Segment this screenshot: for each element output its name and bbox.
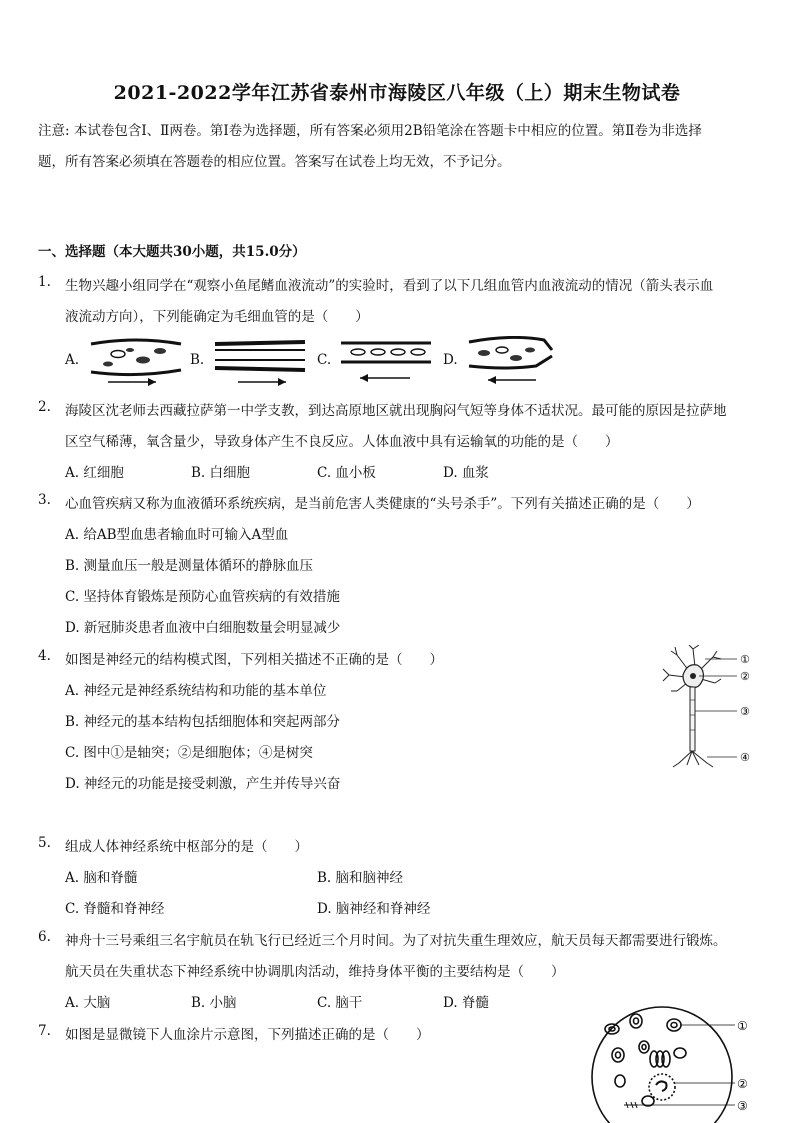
q2-option-b: B. 白细胞 — [191, 465, 251, 481]
q3-option-b: B. 测量血压一般是测量体循环的静脉血压 — [65, 558, 314, 574]
q3-stem-line1: 心血管疾病又称为血液循环系统疾病，是当前危害人类健康的“头号杀手”。下列有关描述正确的是（ ） — [65, 496, 700, 512]
neuron-label-2: ② — [740, 670, 750, 683]
q2-number: 2. — [38, 399, 51, 415]
q1-option-d-label: D. — [443, 352, 458, 368]
q3-option-a: A. 给AB型血患者输血时可输入A型血 — [65, 527, 289, 543]
paper-title: 2021-2022学年江苏省泰州市海陵区八年级（上）期末生物试卷 — [113, 82, 681, 104]
q4-number: 4. — [38, 648, 51, 664]
q1-option-c-label: C. — [317, 352, 332, 368]
q1-option-b-label: B. — [190, 352, 205, 368]
q4-stem-line1: 如图是神经元的结构模式图，下列相关描述不正确的是（ ） — [65, 652, 443, 668]
q6-option-a: A. 大脑 — [65, 995, 111, 1011]
instructions-note — [38, 116, 760, 178]
q6-option-c: C. 脑干 — [317, 995, 363, 1011]
q1-vessel-d-figure — [466, 336, 556, 386]
q7-number: 7. — [38, 1023, 51, 1039]
q5-option-d: D. 脑神经和脊神经 — [317, 901, 431, 917]
q4-option-d: D. 神经元的功能是接受刺激，产生并传导兴奋 — [65, 776, 341, 792]
q1-stem-line1: 生物兴趣小组同学在“观察小鱼尾鳍血液流动”的实验时，看到了以下几组血管内血液流动的情况（箭头表示血 — [65, 278, 714, 294]
smear-label-1: ① — [737, 1019, 748, 1033]
q5-option-b: B. 脑和脑神经 — [317, 870, 404, 886]
q1-vessel-b-figure — [212, 338, 308, 386]
q2-option-c: C. 血小板 — [317, 465, 376, 481]
q4-option-c: C. 图中①是轴突；②是细胞体；④是树突 — [65, 745, 313, 761]
q3-number: 3. — [38, 492, 51, 508]
note-line-2: 题，所有答案必须填在答题卷的相应位置。答案写在试卷上均无效，不予记分。 — [38, 154, 511, 170]
neuron-label-3: ③ — [740, 705, 750, 718]
note-line-1: 注意: 本试卷包含Ⅰ、Ⅱ两卷。第Ⅰ卷为选择题，所有答案必须用2B铅笔涂在答题卡中相应的位置。第Ⅱ卷为非选择 — [38, 123, 702, 139]
q6-number: 6. — [38, 929, 51, 945]
smear-label-3: ③ — [737, 1099, 748, 1113]
q2-option-d: D. 血浆 — [443, 465, 489, 481]
q1-vessel-c-figure — [338, 338, 434, 386]
q7-stem-line1: 如图是显微镜下人血涂片示意图，下列描述正确的是（ ） — [65, 1027, 430, 1043]
q2-stem-line1: 海陵区沈老师去西藏拉萨第一中学支教，到达高原地区就出现胸闷气短等身体不适状况。最可能的原因是拉萨地 — [65, 403, 727, 419]
q2-option-a: A. 红细胞 — [65, 465, 124, 481]
blood-smear-figure — [590, 1005, 760, 1123]
q4-option-b: B. 神经元的基本结构包括细胞体和突起两部分 — [65, 714, 341, 730]
q1-option-a-label: A. — [65, 352, 80, 368]
q1-number: 1. — [38, 274, 51, 290]
q4-option-a: A. 神经元是神经系统结构和功能的基本单位 — [65, 683, 327, 699]
q1-vessel-a-figure — [88, 338, 184, 386]
q6-option-b: B. 小脑 — [191, 995, 237, 1011]
neuron-label-4: ④ — [740, 751, 750, 764]
q6-stem-line1: 神舟十三号乘组三名宇航员在轨飞行已经近三个月时间。为了对抗失重生理效应，航天员每天都需要进行锻炼。 — [65, 933, 727, 949]
q5-number: 5. — [38, 835, 51, 851]
q5-stem-line1: 组成人体神经系统中枢部分的是（ ） — [65, 839, 308, 855]
q1-stem-line2: 液流动方向），下列能确定为毛细血管的是（ ） — [65, 309, 369, 325]
q6-stem-line2: 航天员在失重状态下神经系统中协调肌肉活动，维持身体平衡的主要结构是（ ） — [65, 964, 565, 980]
q2-stem-line2: 区空气稀薄，氧含量少，导致身体产生不良反应。人体血液中具有运输氧的功能的是（ ） — [65, 434, 619, 450]
q3-option-d: D. 新冠肺炎患者血液中白细胞数量会明显减少 — [65, 620, 341, 636]
section-heading: 一、选择题（本大题共30小题，共15.0分） — [38, 244, 306, 260]
q6-option-d: D. 脊髓 — [443, 995, 489, 1011]
neuron-label-1: ① — [740, 653, 750, 666]
smear-label-2: ② — [737, 1077, 748, 1091]
neuron-figure — [655, 645, 760, 775]
q5-option-a: A. 脑和脊髓 — [65, 870, 138, 886]
q5-option-c: C. 脊髓和脊神经 — [65, 901, 165, 917]
q3-option-c: C. 坚持体育锻炼是预防心血管疾病的有效措施 — [65, 589, 340, 605]
